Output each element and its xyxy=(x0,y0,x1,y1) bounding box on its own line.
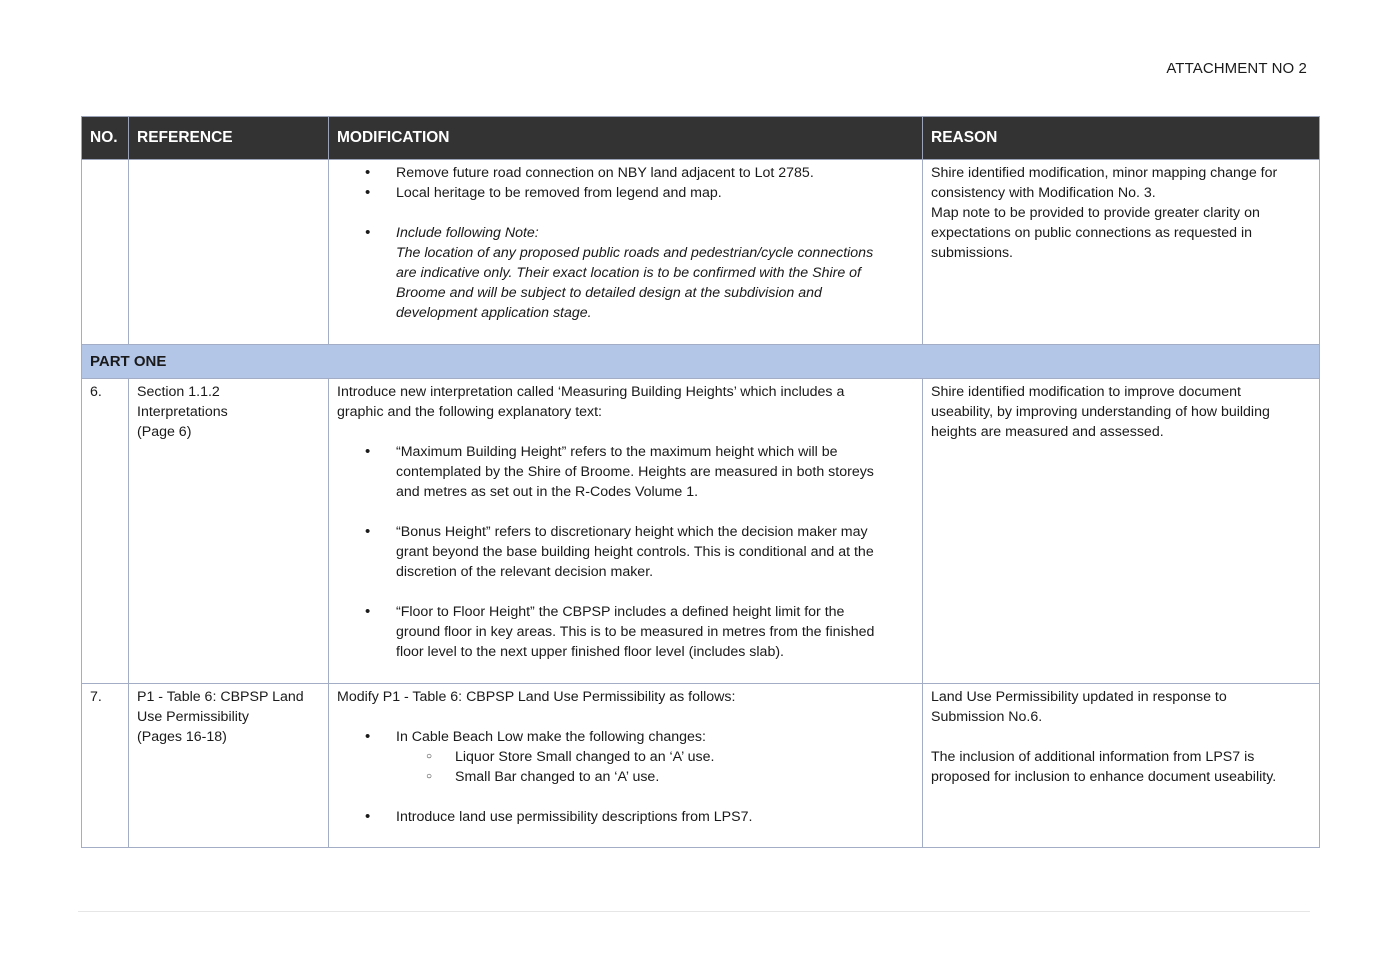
reference-line: P1 - Table 6: CBPSP Land xyxy=(137,689,304,705)
list-item: • In Cable Beach Low make the following changes: xyxy=(337,727,914,747)
list-item-line: discretion of the relevant decision maker. xyxy=(396,564,654,580)
cell-no: 6. xyxy=(82,379,129,684)
cell-modification xyxy=(329,160,923,345)
reason-line: useability, by improving understanding of how building xyxy=(931,404,1270,420)
list-item: • Introduce land use permissibility descriptions from LPS7. xyxy=(337,807,914,827)
reason-line: consistency with Modification No. 3. xyxy=(931,185,1156,201)
list-item-line: grant beyond the base building height controls. This is conditional and at the xyxy=(396,544,874,560)
cell-reference xyxy=(129,684,329,848)
cell-reason xyxy=(923,684,1320,848)
note-item xyxy=(337,223,914,323)
cell-no: 7. xyxy=(82,684,129,848)
attachment-label: ATTACHMENT NO 2 xyxy=(1166,60,1307,77)
reference-line: Interpretations xyxy=(137,404,228,420)
cell-reason xyxy=(923,160,1320,345)
cell-modification xyxy=(329,684,923,848)
section-label: PART ONE xyxy=(82,345,1320,379)
reference-line: (Page 6) xyxy=(137,424,192,440)
cell-reference xyxy=(129,379,329,684)
column-header-no: NO. xyxy=(82,117,129,160)
list-item-line: ground floor in key areas. This is to be measured in metres from the finished xyxy=(396,624,875,640)
modifications-table xyxy=(81,116,1320,848)
cell-modification xyxy=(329,379,923,684)
note-line: Broome and will be subject to detailed design at the subdivision and xyxy=(396,285,822,301)
list-item-line: floor level to the next upper finished floor level (includes slab). xyxy=(396,644,785,660)
list-item xyxy=(337,602,914,662)
section-row xyxy=(82,345,1320,379)
table-row xyxy=(82,684,1320,848)
table-header-row xyxy=(82,117,1320,160)
intro-line: Introduce new interpretation called ‘Measuring Building Heights’ which includes a xyxy=(337,384,845,400)
intro-line: graphic and the following explanatory text: xyxy=(337,404,602,420)
sub-list-item: ○ Liquor Store Small changed to an ‘A’ use. xyxy=(337,747,914,767)
note-line: The location of any proposed public roads and pedestrian/cycle connections xyxy=(396,245,874,261)
reference-line: (Pages 16-18) xyxy=(137,729,227,745)
reason-line: The inclusion of additional information from LPS7 is xyxy=(931,749,1255,765)
list-item: • Local heritage to be removed from legend and map. xyxy=(337,183,914,203)
reference-line: Use Permissibility xyxy=(137,709,249,725)
list-item xyxy=(337,522,914,582)
intro-line: Modify P1 - Table 6: CBPSP Land Use Permissibility as follows: xyxy=(337,689,736,705)
reason-line: submissions. xyxy=(931,245,1014,261)
list-item-line: and metres as set out in the R-Codes Volume 1. xyxy=(396,484,699,500)
reference-line: Section 1.1.2 xyxy=(137,384,220,400)
reason-line: Shire identified modification to improve document xyxy=(931,384,1241,400)
reason-line: expectations on public connections as requested in xyxy=(931,225,1253,241)
list-item-line: • “Maximum Building Height” refers to the maximum height which will be xyxy=(396,444,838,460)
list-item-line: • “Bonus Height” refers to discretionary height which the decision maker may xyxy=(396,524,868,540)
reason-line: Map note to be provided to provide greater clarity on xyxy=(931,205,1260,221)
table-row xyxy=(82,379,1320,684)
reason-line: heights are measured and assessed. xyxy=(931,424,1164,440)
reason-line: Submission No.6. xyxy=(931,709,1043,725)
note-heading: • Include following Note: xyxy=(396,225,539,241)
footer-divider xyxy=(78,911,1310,912)
cell-no xyxy=(82,160,129,345)
column-header-reference: REFERENCE xyxy=(129,117,329,160)
list-item-line: • “Floor to Floor Height” the CBPSP includes a defined height limit for the xyxy=(396,604,845,620)
cell-reference xyxy=(129,160,329,345)
reason-line: Land Use Permissibility updated in response to xyxy=(931,689,1227,705)
cell-reason xyxy=(923,379,1320,684)
list-item xyxy=(337,442,914,502)
column-header-reason: REASON xyxy=(923,117,1320,160)
note-line: are indicative only. Their exact location is to be confirmed with the Shire of xyxy=(396,265,861,281)
reason-line: proposed for inclusion to enhance document useability. xyxy=(931,769,1277,785)
note-line: development application stage. xyxy=(396,305,592,321)
table-row-continued xyxy=(82,160,1320,345)
reason-line: Shire identified modification, minor mapping change for xyxy=(931,165,1278,181)
list-item-line: contemplated by the Shire of Broome. Heights are measured in both storeys xyxy=(396,464,874,480)
column-header-modification: MODIFICATION xyxy=(329,117,923,160)
list-item: • Remove future road connection on NBY land adjacent to Lot 2785. xyxy=(337,163,914,183)
sub-list-item: ○ Small Bar changed to an ‘A’ use. xyxy=(337,767,914,787)
